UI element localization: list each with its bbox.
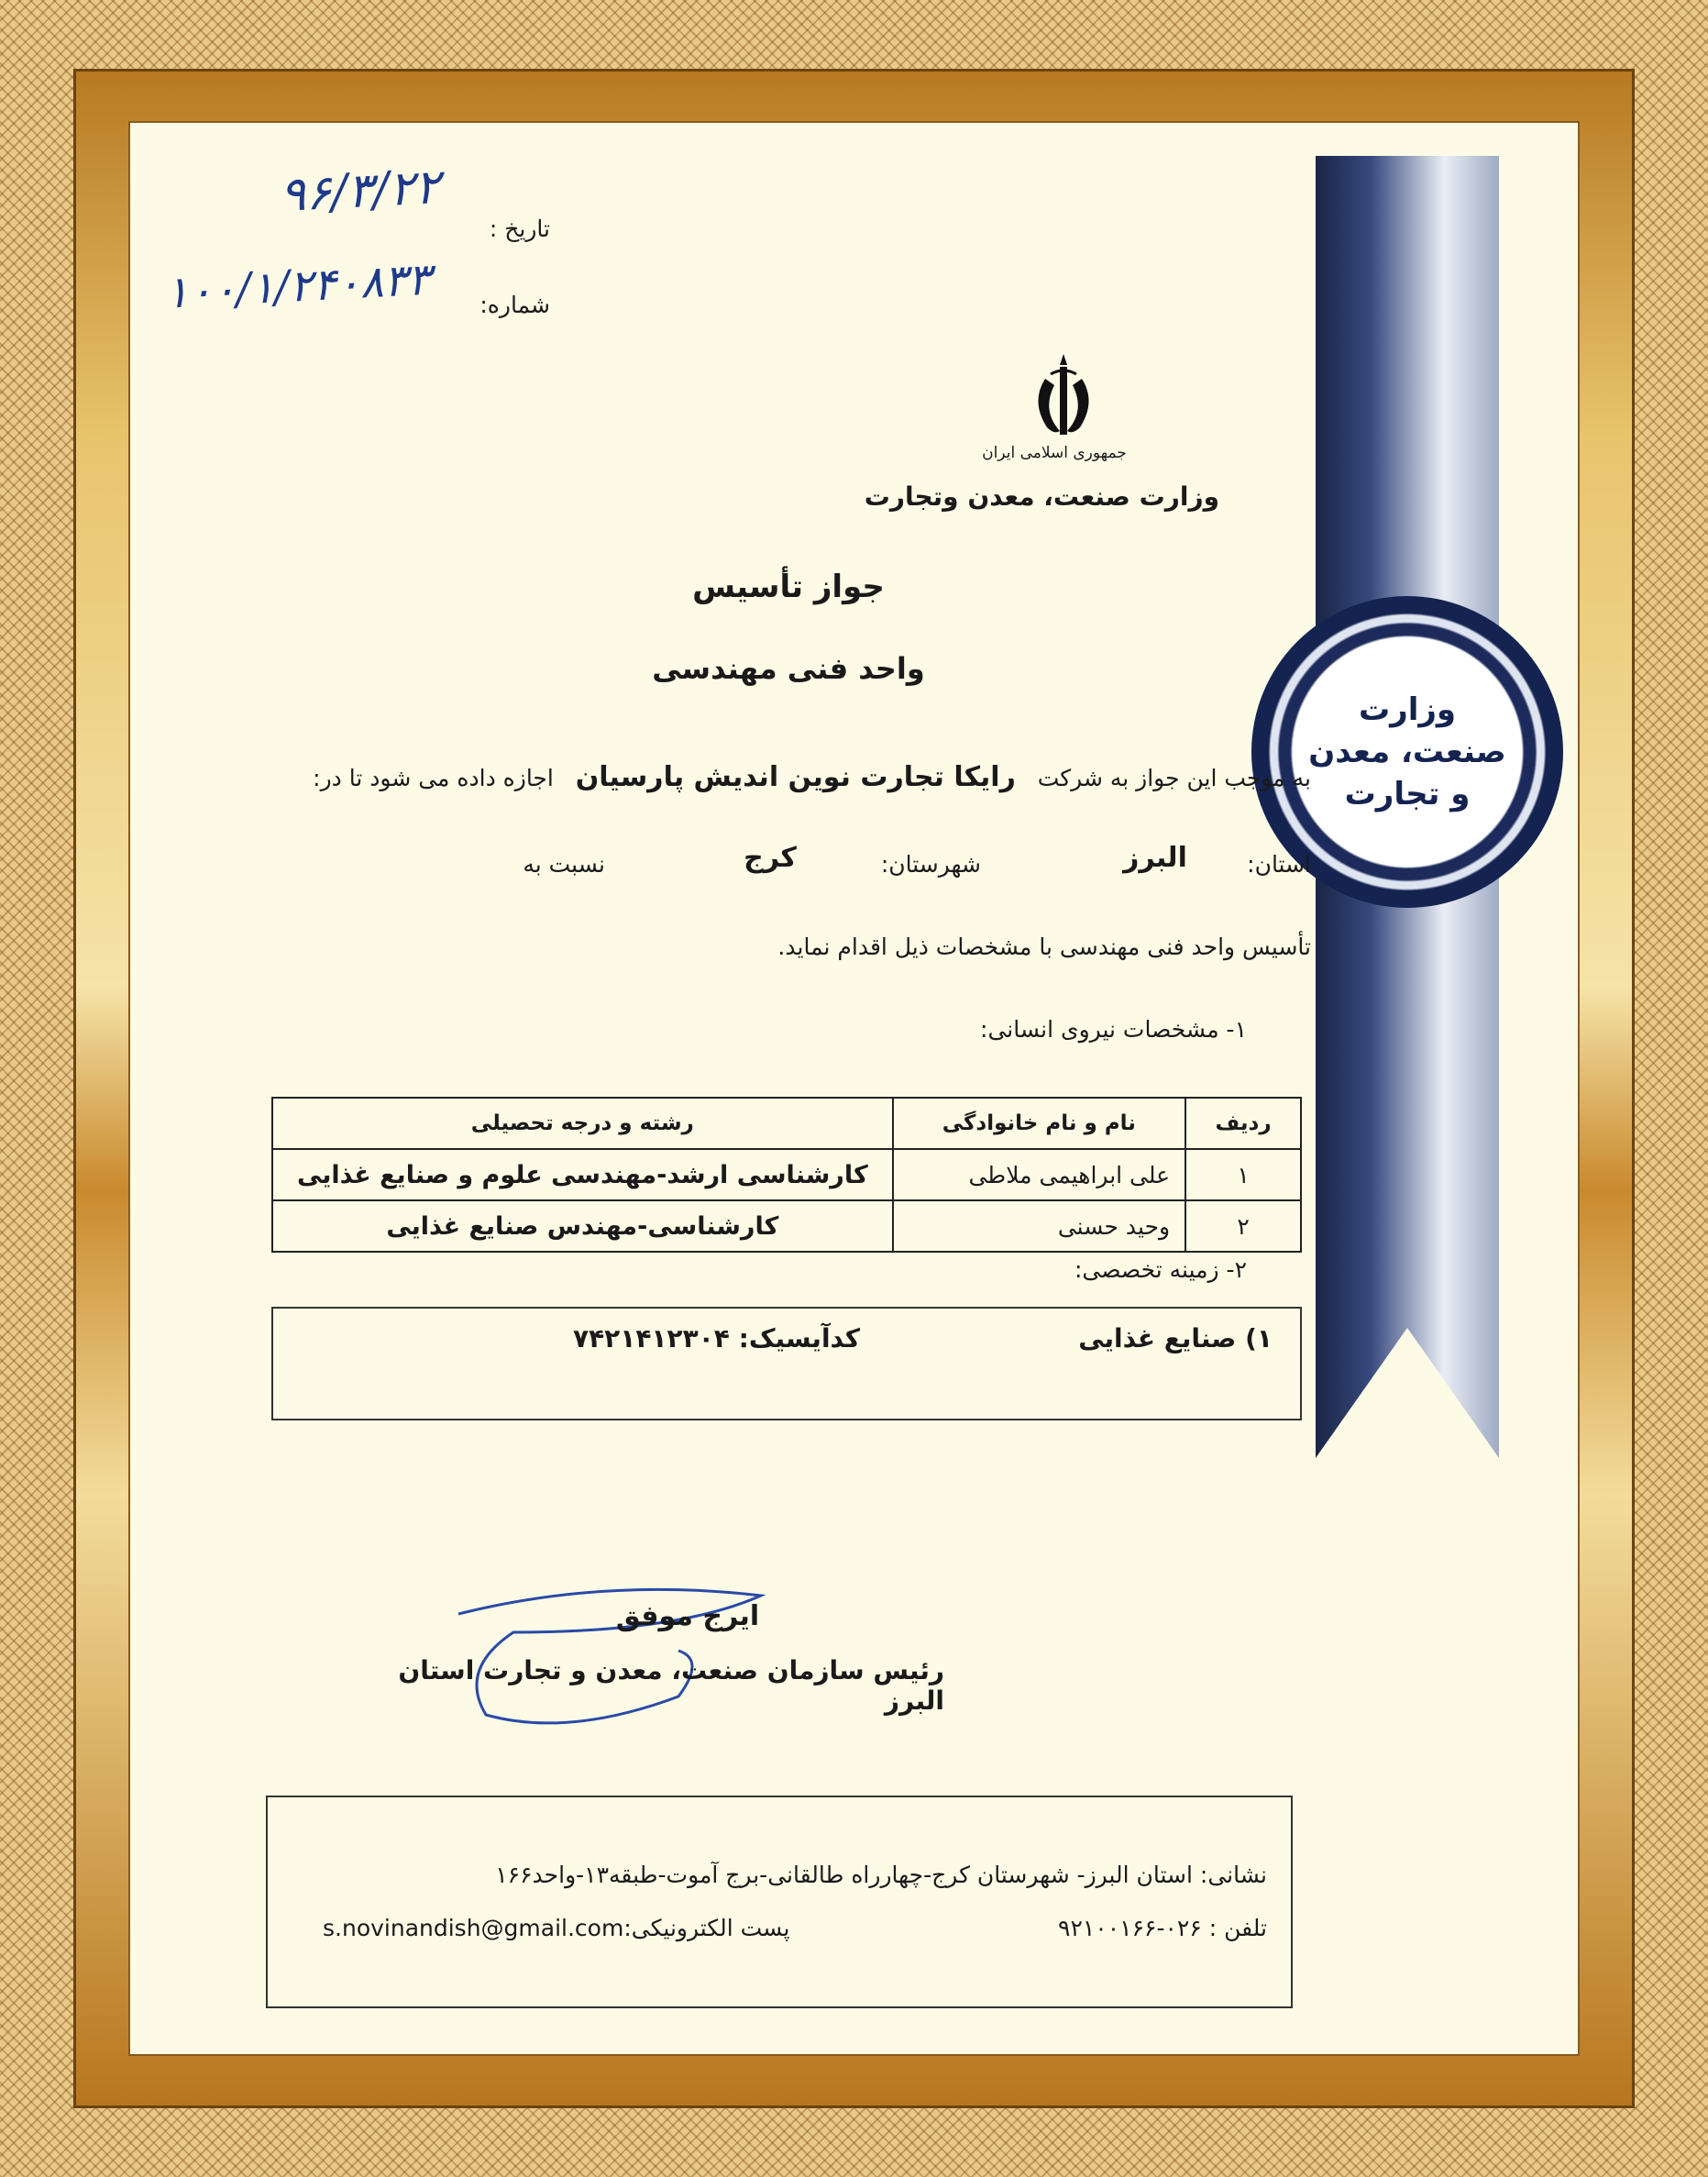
seal-line-3: و تجارت: [1344, 776, 1471, 812]
certificate-subtitle: واحد فنی مهندسی: [652, 651, 925, 686]
specialty-box: [271, 1307, 1302, 1420]
contact-box: [266, 1796, 1293, 2008]
header-row-number: ردیف: [1185, 1098, 1301, 1149]
isic-value: ۷۴۲۱۴۱۲۳۰۴: [572, 1323, 730, 1354]
republic-label: جمهوری اسلامی ایران: [982, 444, 1127, 462]
ministry-name: وزارت صنعت، معدن وتجارت: [864, 481, 1219, 512]
iran-emblem-icon: [1018, 347, 1109, 448]
permission-line: [312, 761, 1311, 793]
company-name: رایکا تجارت نوین اندیش پارسیان: [575, 761, 1016, 793]
staff-name: علی ابراهیمی ملاطی: [893, 1149, 1185, 1200]
header-name: نام و نام خانوادگی: [893, 1098, 1185, 1149]
date-value: ۹۶/۳/۲۲: [278, 160, 442, 224]
permission-suffix: اجازه داده می شود تا در:: [313, 765, 554, 791]
signer-name: ایرج موفق: [615, 1600, 760, 1632]
seal-line-2: صنعت، معدن: [1308, 734, 1506, 770]
table-header-row: [272, 1098, 1301, 1149]
email-line: [323, 1915, 873, 1941]
signer-title: رئیس سازمان صنعت، معدن و تجارت استان البرز: [398, 1655, 944, 1716]
number-value: ۱۰۰/۱/۲۴۰۸۳۳: [163, 253, 433, 319]
staff-name: وحید حسنی: [893, 1200, 1185, 1252]
row-number: ۲: [1185, 1200, 1301, 1252]
header-degree: رشته و درجه تحصیلی: [272, 1098, 893, 1149]
province-label: استان:: [1247, 851, 1311, 878]
province-value: البرز: [1123, 842, 1187, 874]
date-label: تاریخ :: [489, 215, 550, 242]
phone-line: تلفن : ۰۲۶-۹۲۱۰۰۱۶۶: [1058, 1915, 1267, 1941]
email-address[interactable]: s.novinandish@gmail.com: [323, 1915, 624, 1941]
city-label: شهرستان:: [880, 851, 981, 878]
isic-code: [347, 1323, 860, 1354]
table-row: [272, 1200, 1301, 1252]
address-line: نشانی: استان البرز- شهرستان کرج-چهارراه طالقانی-برج آموت-طبقه۱۳-واحد۱۶۶: [495, 1862, 1267, 1888]
city-value: کرج: [744, 842, 797, 874]
permission-prefix: به موجب این جواز به شرکت: [1037, 765, 1311, 791]
relative-label: نسبت به: [523, 851, 605, 878]
specialty-item: ۱) صنایع غذایی: [1078, 1323, 1273, 1354]
purpose-line: تأسیس واحد فنی مهندسی با مشخصات ذیل اقدام نماید.: [777, 934, 1311, 960]
seal-text: [1306, 651, 1508, 853]
isic-label: کدآیسیک:: [738, 1323, 860, 1354]
seal-line-1: وزارت: [1358, 691, 1457, 728]
section-specialty-heading: ۲- زمینه تخصصی:: [1074, 1256, 1247, 1283]
staff-degree: کارشناسی ارشد-مهندسی علوم و صنایع غذایی: [272, 1149, 893, 1200]
table-row: [272, 1149, 1301, 1200]
row-number: ۱: [1185, 1149, 1301, 1200]
staff-degree: کارشناسی-مهندس صنایع غذایی: [272, 1200, 893, 1252]
number-label: شماره:: [479, 292, 550, 318]
certificate-title: جواز تأسیس: [692, 569, 885, 605]
email-label: پست الکترونیکی:: [623, 1915, 790, 1941]
section-staff-heading: ۱- مشخصات نیروی انسانی:: [980, 1016, 1247, 1043]
staff-table: [271, 1097, 1302, 1253]
